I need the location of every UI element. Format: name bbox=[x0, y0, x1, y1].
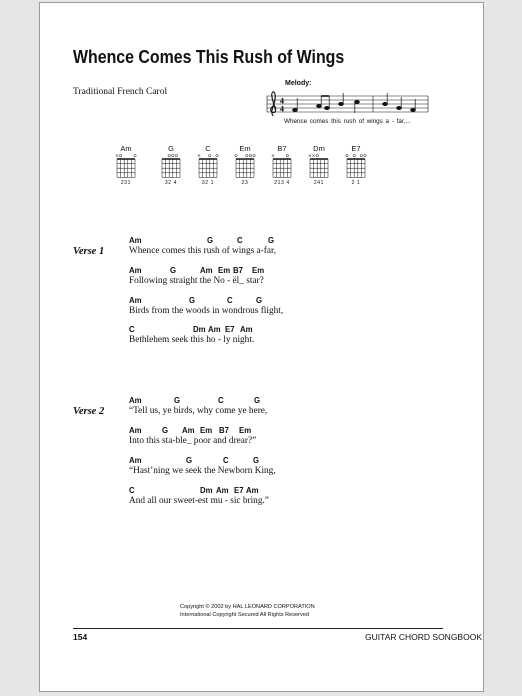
open-string-marker bbox=[249, 154, 251, 156]
verse-2-lyric-line-1: “Tell us, ye birds, why come ye here, bbox=[129, 406, 268, 416]
footer-divider bbox=[73, 628, 443, 629]
open-string-marker bbox=[353, 154, 355, 156]
chord-symbol: Am bbox=[129, 396, 142, 405]
open-string-marker bbox=[316, 154, 318, 156]
verse-1-lyric-line-4: Bethlehem seek this ho - ly night. bbox=[129, 335, 255, 345]
chord-symbol: G bbox=[254, 396, 261, 405]
open-string-marker bbox=[134, 154, 136, 156]
chord-fingering: 32 1 bbox=[201, 180, 215, 186]
chord-symbol: Em bbox=[252, 266, 265, 275]
chord-symbol: G bbox=[268, 236, 275, 245]
chord-fingering: 213 4 bbox=[274, 180, 290, 186]
open-string-marker bbox=[175, 154, 177, 156]
song-title: Whence Comes This Rush of Wings bbox=[73, 46, 345, 67]
open-string-marker bbox=[360, 154, 362, 156]
chord-symbol: Am bbox=[129, 426, 142, 435]
chord-name: Em bbox=[239, 144, 251, 153]
book-title: GUITAR CHORD SONGBOOK bbox=[365, 632, 482, 642]
verse-2-lyric-line-3: “Hast’ning we seek the Newborn King, bbox=[129, 466, 276, 476]
composer-credit: Traditional French Carol bbox=[73, 87, 168, 97]
chord-symbol: Am bbox=[129, 296, 142, 305]
chord-symbol: C bbox=[223, 456, 229, 465]
chord-symbol: Am bbox=[129, 236, 142, 245]
open-string-marker bbox=[246, 154, 248, 156]
chord-symbol: B7 bbox=[233, 266, 243, 275]
chord-symbol: C bbox=[227, 296, 233, 305]
chord-name: Am bbox=[120, 144, 132, 153]
chord-symbol: Am bbox=[208, 325, 221, 334]
chord-symbol: Em bbox=[200, 426, 213, 435]
chord-name: E7 bbox=[351, 144, 361, 153]
copyright-notice bbox=[180, 603, 315, 619]
chord-symbol: C bbox=[129, 486, 135, 495]
chord-fingering: 2 1 bbox=[351, 180, 361, 186]
chord-fingering: 23 bbox=[241, 180, 249, 186]
muted-string-marker bbox=[309, 154, 311, 156]
chord-fingering: 32 4 bbox=[164, 180, 178, 186]
muted-string-marker bbox=[198, 154, 200, 156]
open-string-marker bbox=[209, 154, 211, 156]
open-string-marker bbox=[364, 154, 366, 156]
verse-2-lyric-line-2: Into this sta-ble_ poor and drear?” bbox=[129, 436, 257, 446]
chord-symbol: Dm bbox=[193, 325, 206, 334]
time-signature-top: 4 bbox=[280, 96, 284, 106]
melody-staff bbox=[263, 88, 433, 120]
chord-symbol: C bbox=[129, 325, 135, 334]
copyright-line: Copyright © 2002 by HAL LEONARD CORPORATION bbox=[180, 604, 315, 610]
fretboard-grid bbox=[345, 153, 367, 179]
chord-symbol: C bbox=[218, 396, 224, 405]
fretboard-grid bbox=[160, 153, 182, 179]
verse-1-lyric-line-3: Birds from the woods in wondrous flight, bbox=[129, 306, 284, 316]
chord-name: G bbox=[168, 144, 174, 153]
muted-string-marker bbox=[312, 154, 314, 156]
verse-1-lyric-line-1: Whence comes this rush of wings a-far, bbox=[129, 246, 277, 256]
chord-symbol: B7 bbox=[219, 426, 229, 435]
melody-lyric: Whence comes this rush of wings a - far,... bbox=[284, 118, 411, 125]
open-string-marker bbox=[286, 154, 288, 156]
chord-symbol: G bbox=[189, 296, 196, 305]
chord-symbol: G bbox=[253, 456, 260, 465]
chord-symbol: Dm bbox=[200, 486, 213, 495]
open-string-marker bbox=[235, 154, 237, 156]
chord-fingering: 231 bbox=[120, 180, 132, 186]
muted-string-marker bbox=[272, 154, 274, 156]
verse-1-lyric-line-2: Following straight the No - ël_ star? bbox=[129, 276, 264, 286]
open-string-marker bbox=[253, 154, 255, 156]
chord-symbol: G bbox=[170, 266, 177, 275]
chord-symbol: Am bbox=[200, 266, 213, 275]
chord-symbol: G bbox=[256, 296, 263, 305]
chord-symbol: Am bbox=[182, 426, 195, 435]
chord-name: Dm bbox=[313, 144, 325, 153]
open-string-marker bbox=[216, 154, 218, 156]
chord-symbol: Am bbox=[240, 325, 253, 334]
muted-string-marker bbox=[116, 154, 118, 156]
page-number: 154 bbox=[73, 632, 88, 642]
chord-symbol: G bbox=[162, 426, 169, 435]
fretboard-grid bbox=[115, 153, 137, 179]
melody-label: Melody: bbox=[285, 80, 312, 87]
chord-symbol: C bbox=[237, 236, 243, 245]
verse-2-label: Verse 2 bbox=[73, 406, 105, 417]
copyright-line: International Copyright Secured All Rights Reserved bbox=[180, 612, 310, 618]
chord-symbol: Em bbox=[239, 426, 252, 435]
chord-symbol: Am bbox=[129, 456, 142, 465]
chord-name: B7 bbox=[277, 144, 287, 153]
time-signature-bottom: 4 bbox=[280, 104, 284, 114]
chord-symbol: E7 bbox=[234, 486, 244, 495]
fretboard-grid bbox=[308, 153, 330, 179]
fretboard-grid bbox=[197, 153, 219, 179]
open-string-marker bbox=[119, 154, 121, 156]
chord-symbol: G bbox=[174, 396, 181, 405]
fretboard-grid bbox=[271, 153, 293, 179]
open-string-marker bbox=[172, 154, 174, 156]
chord-fingering: 241 bbox=[313, 180, 325, 186]
chord-symbol: E7 bbox=[225, 325, 235, 334]
chord-symbol: Am bbox=[216, 486, 229, 495]
chord-name: C bbox=[205, 144, 211, 153]
verse-2-lyric-line-4: And all our sweet-est mu - sic bring.” bbox=[129, 496, 269, 506]
open-string-marker bbox=[346, 154, 348, 156]
chord-symbol: G bbox=[186, 456, 193, 465]
chord-symbol: Em bbox=[218, 266, 231, 275]
open-string-marker bbox=[168, 154, 170, 156]
chord-symbol: G bbox=[207, 236, 214, 245]
chord-symbol: Am bbox=[246, 486, 259, 495]
chord-symbol: Am bbox=[129, 266, 142, 275]
verse-1-label: Verse 1 bbox=[73, 246, 105, 257]
fretboard-grid bbox=[234, 153, 256, 179]
